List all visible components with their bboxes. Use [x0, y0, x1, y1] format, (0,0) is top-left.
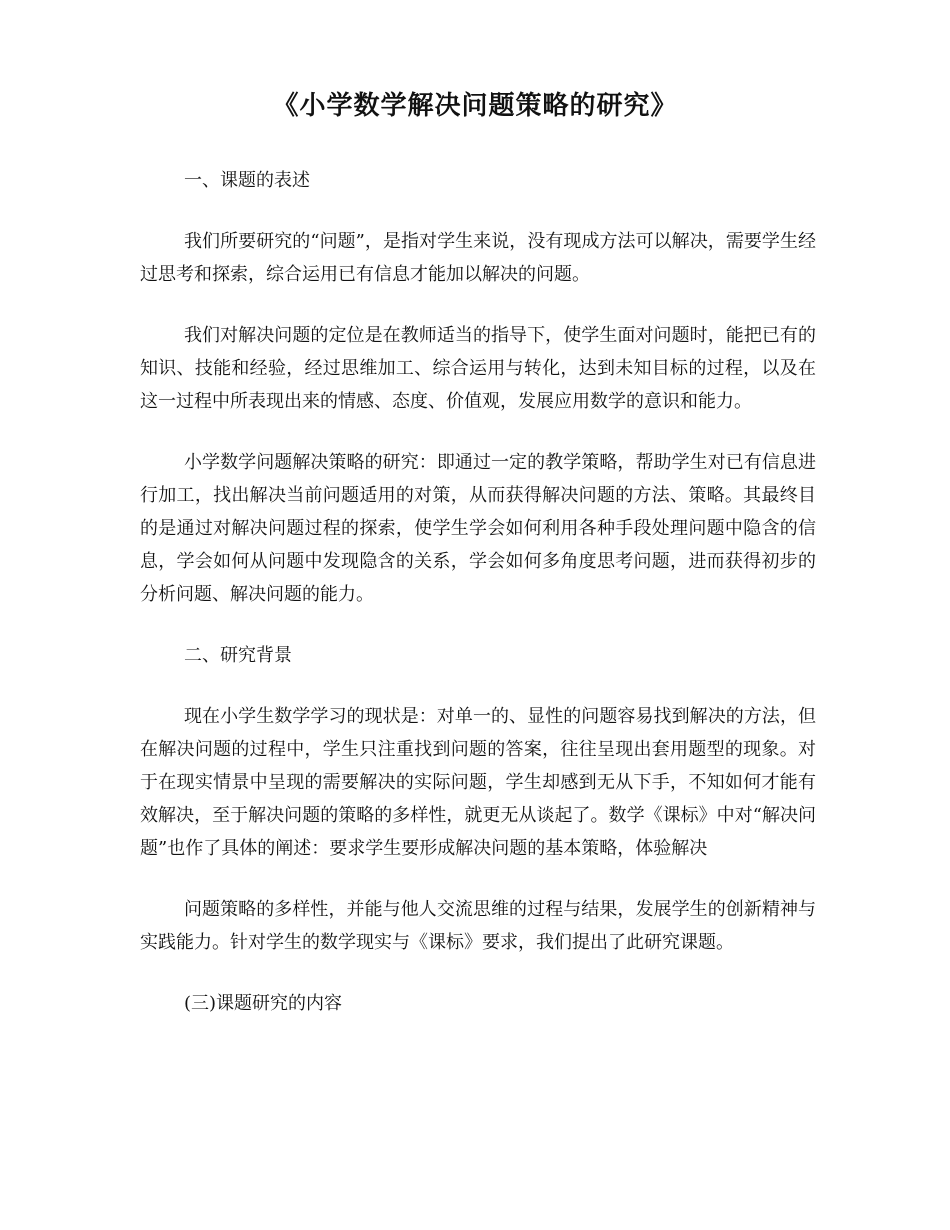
document-title: 《小学数学解决问题策略的研究》 — [272, 91, 678, 121]
paragraph-problem-positioning: 我们对解决问题的定位是在教师适当的指导下，使学生面对问题时，能把已有的知识、技能和经验，经过思维加工、综合运用与转化，达到未知目标的过程，以及在这一过程中所表现出来的情感、态度、价值观，发展应用数学的意识和能力。 — [140, 325, 816, 412]
section-heading-statement: 一、课题的表述 — [184, 170, 310, 191]
paragraph-research-proposal: 问题策略的多样性，并能与他人交流思维的过程与结果，发展学生的创新精神与实践能力。针对学生的数学现实与《课标》要求，我们提出了此研究课题。 — [140, 899, 816, 953]
document-body — [140, 164, 816, 1048]
paragraph-problem-definition: 我们所要研究的“问题”，是指对学生来说，没有现成方法可以解决，需要学生经过思考和探索，综合运用已有信息才能加以解决的问题。 — [140, 231, 816, 285]
paragraph-current-situation: 现在小学生数学学习的现状是：对单一的、显性的问题容易找到解决的方法，但在解决问题的过程中，学生只注重找到问题的答案，往往呈现出套用题型的现象。对于在现实情景中呈现的需要解决的实际问题，学生却感到无从下手，不知如何才能有效解决，至于解决问题的策略的多样性，就更无从谈起了。数学《课标》中对“解决问题”也作了具体的阐述：要求学生要形成解决问题的基本策略，体验解决 — [140, 706, 816, 859]
section-heading-background: 二、研究背景 — [184, 645, 292, 666]
paragraph-strategy-research: 小学数学问题解决策略的研究：即通过一定的教学策略，帮助学生对已有信息进行加工，找出解决当前问题适用的对策，从而获得解决问题的方法、策略。其最终目的是通过对解决问题过程的探索，使学生学会如何利用各种手段处理问题中隐含的信息，学会如何从问题中发现隐含的关系，学会如何多角度思考问题，进而获得初步的分析问题、解决问题的能力。 — [140, 452, 816, 605]
section-heading-content: (三)课题研究的内容 — [184, 993, 343, 1014]
